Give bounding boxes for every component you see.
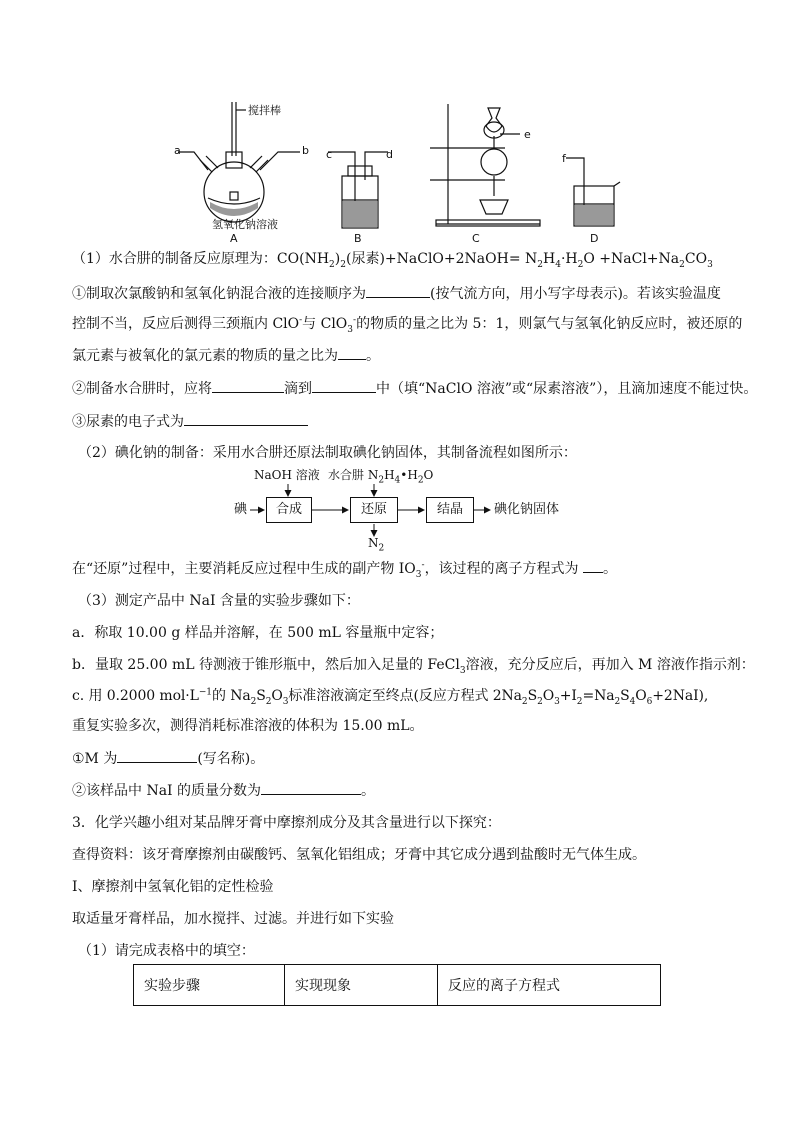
table-header-cell: 实验步骤 [134, 965, 285, 1006]
q1-part1-line1: ①制取次氯酸钠和氢氧化钠混合液的连接顺序为 (按气流方向，用小写字母表示)。若该实验温度 [72, 283, 724, 304]
q3-intro: （3）测定产品中 NaI 含量的实验步骤如下： [78, 593, 360, 609]
section3-title: 3．化学兴趣小组对某品牌牙膏中摩擦剂成分及其含量进行以下探究： [72, 815, 501, 831]
answer-blank-electron-formula[interactable] [184, 411, 308, 426]
q1-part1-line3: 氯元素与被氧化的氯元素的物质的量之比为 。 [72, 345, 724, 366]
q3-step-a: a．称取 10.00 g 样品并溶解，在 500 mL 容量瓶中定容； [72, 625, 444, 641]
q1-part1-line2: 控制不当，反应后测得三颈瓶内 ClO-与 ClO$_3$-的物质的量之比为 5：1，则氯气与氢氧化钠反应时，被还原的 [72, 315, 743, 335]
label-D: D [590, 232, 599, 244]
label-C: C [472, 232, 480, 244]
label-A: A [230, 232, 238, 244]
answer-blank-ionic-equation[interactable] [583, 558, 603, 573]
flow-step-reduction: 还原 [350, 497, 398, 523]
label-b: b [302, 144, 309, 157]
q3-nai-question: ②该样品中 NaI 的质量分数为 。 [72, 780, 724, 801]
flow-step-crystallization: 结晶 [426, 497, 474, 523]
answer-blank-drip-target[interactable] [312, 378, 376, 393]
section3-info: 查得资料：该牙膏摩擦剂由碳酸钙、氢氧化铝组成；牙膏中其它成分遇到盐酸时无气体生成。 [72, 847, 646, 863]
q1-intro: （1）水合肼的制备反应原理为：$CO(NH_2)_2$(尿素)+NaClO+2NaOH= $N_2H_4\cdot H_2O$ $+NaCl+Na_2CO_3$ [72, 251, 713, 270]
q1-part3: ③尿素的电子式为 [72, 411, 724, 432]
q3-step-c-cont: 重复实验多次，测得消耗标准溶液的体积为 15.00 mL。 [72, 718, 424, 734]
apparatus-figure [150, 96, 650, 244]
flow-n2-output: $N_2$ [368, 536, 385, 554]
label-B: B [354, 232, 362, 244]
label-d: d [386, 148, 393, 161]
answer-blank-connection-order[interactable] [366, 283, 430, 298]
q1-equation: $CO(NH_2)_2$(尿素)+NaClO+2NaOH= $N_2H_4\cdot H_2O$ $+NaCl+Na_2CO_3$ [276, 251, 713, 270]
answer-blank-indicator[interactable] [117, 748, 197, 763]
flow-product: 碘化钠固体 [494, 502, 560, 517]
section3-procedure: 取适量牙膏样品，加水搅拌、过滤。并进行如下实验 [72, 911, 394, 927]
experiment-table [133, 964, 661, 1006]
q1-part2: ②制备水合肼时，应将 滴到 中（填“NaClO 溶液”或“尿素溶液”），且滴加速度不能过快。 [72, 378, 724, 399]
answer-blank-drip-source[interactable] [212, 378, 284, 393]
label-e: e [524, 128, 531, 141]
q2-after: 在“还原”过程中，主要消耗反应过程中生成的副产物 $IO_3^-$，该过程的离子方程式为 。 [72, 558, 724, 579]
label-a: a [174, 144, 181, 157]
flow-step-synthesis: 合成 [266, 497, 312, 523]
answer-blank-mass-fraction[interactable] [261, 780, 361, 795]
table-header-row [134, 965, 661, 1006]
flow-diagram [228, 466, 588, 552]
flow-hydrazine-input: 水合肼 $N_2H_4•H_2O$ [328, 468, 434, 486]
table-header-cell: 反应的离子方程式 [438, 965, 661, 1006]
label-stir-rod: 搅拌棒 [248, 104, 281, 117]
label-f: f [562, 152, 566, 165]
q3-m-question: ①M 为 (写名称)。 [72, 748, 724, 769]
label-naoh-solution: 氢氧化钠溶液 [212, 218, 278, 231]
q3-step-c: c. 用 0.2000 $mol\cdot L^{-1}$的 $Na_2S_2O_3$标准溶液滴定至终点(反应方程式 $2Na_2S_2O_3+I_2=Na_2S_4O_6+2NaI$), [72, 687, 709, 707]
label-c: c [326, 148, 333, 161]
flow-iodine-input: 碘 [234, 502, 248, 517]
q2-intro: （2）碘化钠的制备：采用水合肼还原法制取碘化钠固体，其制备流程如图所示： [78, 445, 577, 461]
answer-blank-ratio[interactable] [338, 345, 366, 360]
section3-part1-heading: I、摩擦剂中氢氧化铝的定性检验 [72, 879, 274, 895]
flow-naoh-input: NaOH 溶液 [254, 468, 320, 482]
section3-fill-instruction: （1）请完成表格中的填空： [78, 943, 255, 959]
table-header-cell: 实现现象 [285, 965, 438, 1006]
q3-step-b: b．量取 25.00 mL 待测液于锥形瓶中，然后加入足量的 FeCl$_3$溶液，充分反应后，再加入 M 溶液作指示剂： [72, 657, 755, 676]
